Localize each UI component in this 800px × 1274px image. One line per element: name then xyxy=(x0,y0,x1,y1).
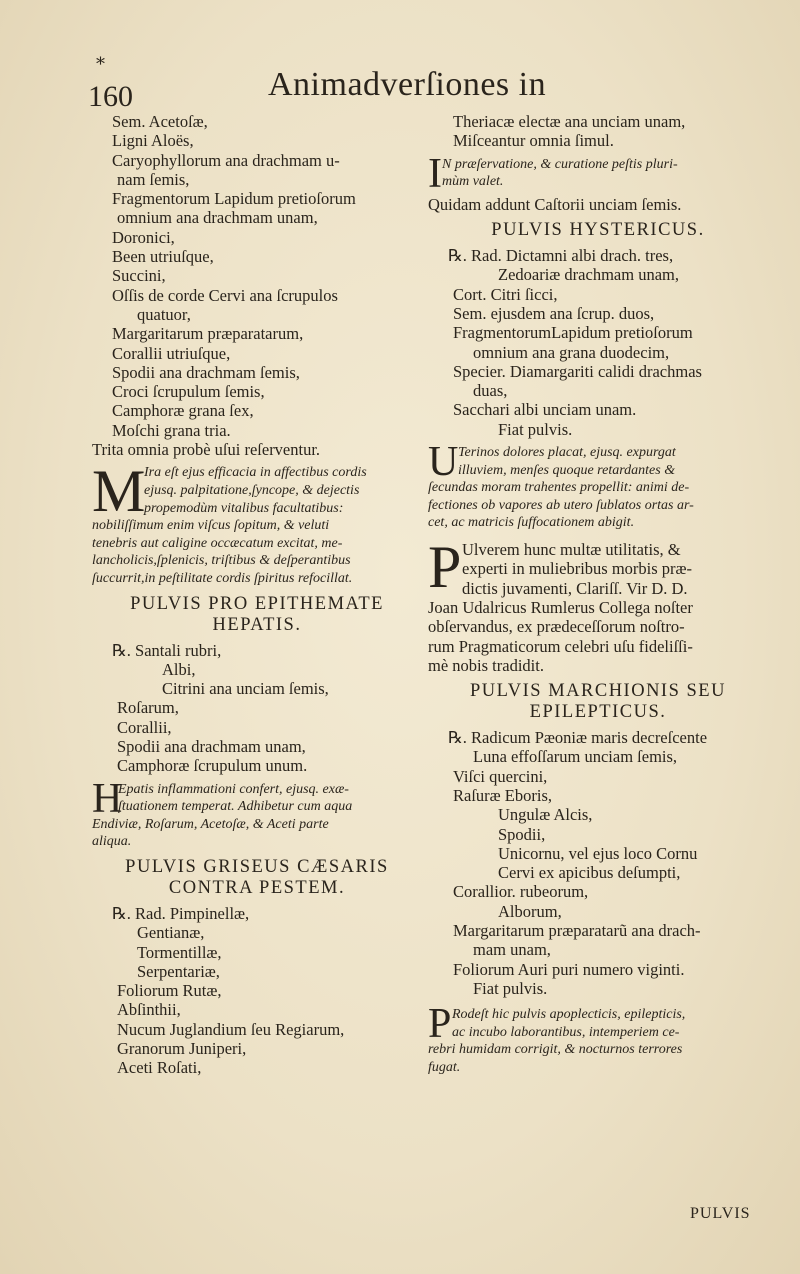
recipe-line: Abſinthii, xyxy=(117,1000,181,1020)
recipe-line: Raſuræ Eboris, xyxy=(453,785,552,805)
commentary-line: cet, ac matricis ſuffocationem abigit. xyxy=(428,515,635,531)
left-column xyxy=(92,112,422,1078)
heading-line: PULVIS GRISEUS CÆSARIS xyxy=(125,856,389,877)
recipe-line: Corallii utriuſque, xyxy=(112,343,231,363)
recipe-line: Unicornu, vel ejus loco Cornu xyxy=(498,843,698,863)
commentary-line: propemodùm vitalibus facultatibus: xyxy=(144,500,344,516)
recipe-list xyxy=(428,112,768,151)
recipe-line: Roſarum, xyxy=(117,698,179,718)
recipe-line: Been utriuſque, xyxy=(112,247,214,267)
commentary-line: rebri humidam corrigit, & nocturnos terrores xyxy=(428,1042,683,1058)
commentary-line: illuviem, menſes quoque retardantes & xyxy=(458,462,676,478)
recipe-line: Cervi ex apicibus deſumpti, xyxy=(498,863,681,883)
recipe-line: Margaritarum præparatarum, xyxy=(112,324,304,344)
recipe-line: Viſci quercini, xyxy=(453,766,548,786)
recipe-line: quatuor, xyxy=(137,304,191,324)
recipe-line: Citrini ana unciam ſemis, xyxy=(162,679,329,699)
running-title: Animadverſiones in xyxy=(268,66,547,103)
text-line: mè nobis tradidit. xyxy=(428,655,544,675)
commentary-paragraph xyxy=(92,458,422,587)
recipe-line: Fiat pulvis. xyxy=(473,978,548,998)
section-heading xyxy=(428,681,768,723)
recipe-list xyxy=(92,112,422,459)
commentary-line: nobiliſſimum enim viſcus ſopitum, & veluti xyxy=(92,518,330,534)
recipe-line: Sem. ejusdem ana ſcrup. duos, xyxy=(453,303,655,323)
commentary-line: Terinos dolores placat, ejusq. expurgat xyxy=(458,445,676,461)
recipe-line: Croci ſcrupulum ſemis, xyxy=(112,382,265,402)
section-heading xyxy=(92,594,422,636)
recipe-line: Serpentariæ, xyxy=(137,961,220,981)
recipe-line: Quidam addunt Caſtorii unciam ſemis. xyxy=(428,194,682,214)
text-line: rum Pragmaticorum celebri uſu fideliſſi- xyxy=(428,636,693,656)
recipe-list xyxy=(92,904,422,1078)
recipe-line: Ligni Aloës, xyxy=(112,131,194,151)
recipe-line: Zedoariæ drachmam unam, xyxy=(498,265,679,285)
recipe-line: Albi, xyxy=(162,659,196,679)
recipe-line: duas, xyxy=(473,381,508,401)
commentary-paragraph xyxy=(428,1001,768,1076)
recipe-line: ℞. Radicum Pæoniæ maris decreſcente xyxy=(448,728,708,748)
recipe-line: Spodii ana drachmam ſemis, xyxy=(112,362,300,382)
heading-line: EPILEPTICUS. xyxy=(529,702,667,723)
recipe-line: Miſceantur omnia ſimul. xyxy=(453,131,614,151)
page-header xyxy=(88,54,708,113)
recipe-line: Fragmentorum Lapidum pretioſorum xyxy=(112,189,356,209)
recipe-list xyxy=(92,641,422,776)
recipe-line: Spodii ana drachmam unam, xyxy=(117,736,306,756)
recipe-line: Luna effoſſarum unciam ſemis, xyxy=(473,747,678,767)
recipe-line: Nucum Juglandium ſeu Regiarum, xyxy=(117,1019,345,1039)
text-line: Joan Udalricus Rumlerus Collega noſter xyxy=(428,597,693,617)
commentary-paragraph xyxy=(428,150,768,197)
recipe-line: Sacchari albi unciam unam. xyxy=(453,400,637,420)
recipe-line: mam unam, xyxy=(473,940,551,960)
recipe-line: Gentianæ, xyxy=(137,923,205,943)
recipe-line: Oſſis de corde Cervi ana ſcrupulos xyxy=(112,285,338,305)
heading-line: CONTRA PESTEM. xyxy=(168,877,346,898)
recipe-line: ℞. Rad. Dictamni albi drach. tres, xyxy=(448,246,674,266)
drop-cap: P xyxy=(428,1001,452,1048)
commentary-line: Ira eſt ejus efficacia in affectibus cordis xyxy=(144,465,367,481)
recipe-line: Trita omnia probè uſui reſerventur. xyxy=(92,440,321,460)
commentary-line: ſuccurrit,in peſtilitate cordis ſpiritus refocillat. xyxy=(92,570,353,586)
recipe-line: Alborum, xyxy=(498,901,562,921)
recipe-line: Corallior. rubeorum, xyxy=(453,882,589,902)
commentary-line: lancholicis,ſplenicis, triſtibus & deſperantibus xyxy=(92,553,351,569)
commentary-line: aliqua. xyxy=(92,834,132,850)
recipe-line: Aceti Roſati, xyxy=(117,1058,202,1078)
asterisk-mark: * xyxy=(96,54,105,75)
recipe-line: omnium ana grana duodecim, xyxy=(473,342,670,362)
recipe-list xyxy=(428,246,768,439)
recipe-line: Spodii, xyxy=(498,824,546,844)
recipe-line: Corallii, xyxy=(117,717,172,737)
section-heading: PULVIS HYSTERICUS. xyxy=(491,220,705,241)
text-line: dictis juvamenti, Clariſſ. Vir D. D. xyxy=(462,578,688,598)
recipe-line: Camphoræ grana ſex, xyxy=(112,401,254,421)
commentary-line: fugat. xyxy=(428,1060,461,1076)
commentary-line: tenebris aut caligine occæcatum excitat, me- xyxy=(92,535,343,551)
heading-line: HEPATIS. xyxy=(212,614,302,635)
recipe-line: ℞. Rad. Pimpinellæ, xyxy=(112,903,250,923)
recipe-line: FragmentorumLapidum pretioſorum xyxy=(453,323,693,343)
commentary-paragraph xyxy=(92,775,422,851)
commentary-line: Rodeſt hic pulvis apoplecticis, epilepticis, xyxy=(452,1007,686,1023)
commentary-line: Epatis inflammationi confert, ejusq. exæ- xyxy=(118,781,349,797)
commentary-line: ſecundas moram trahentes propellit: animi de- xyxy=(428,480,690,496)
recipe-line: ℞. Santali rubri, xyxy=(112,640,222,660)
recipe-line: Ungulæ Alcis, xyxy=(498,805,593,825)
commentary-line: ſtuationem temperat. Adhibetur cum aqua xyxy=(118,799,353,815)
commentary-line: N præſervatione, & curatione peſtis pluri- xyxy=(442,156,678,172)
commentary-line: ejusq. palpitatione,ſyncope, & dejectis xyxy=(144,482,360,498)
drop-cap: H xyxy=(92,775,123,822)
recipe-line: Moſchi grana tria. xyxy=(112,420,231,440)
page-number: 160 xyxy=(88,80,133,113)
recipe-line: omnium ana drachmam unam, xyxy=(117,208,318,228)
drop-cap: M xyxy=(92,458,146,525)
recipe-line: Foliorum Auri puri numero viginti. xyxy=(453,959,685,979)
recipe-line: Sem. Acetoſæ, xyxy=(112,112,208,131)
commentary-line: mùm valet. xyxy=(442,174,504,190)
drop-cap: U xyxy=(428,439,459,486)
recipe-line: Specier. Diamargariti calidi drachmas xyxy=(453,361,702,381)
catchword: PULVIS xyxy=(690,1205,751,1222)
recipe-line: Cort. Citri ſicci, xyxy=(453,284,558,304)
right-column xyxy=(428,112,768,1081)
commentary-line: fectiones ob vapores ab utero ſublatos ortas ar- xyxy=(428,497,694,513)
text-line: obſervandus, ex prædeceſſorum noſtro- xyxy=(428,617,685,637)
drop-cap: P xyxy=(428,534,462,601)
recipe-line: Caryophyllorum ana drachmam u- xyxy=(112,150,340,170)
text-line: Ulverem hunc multæ utilitatis, & xyxy=(462,540,681,560)
text-paragraph xyxy=(428,534,768,675)
text-line: experti in muliebribus morbis præ- xyxy=(462,559,693,579)
section-heading xyxy=(92,857,422,899)
drop-cap: I xyxy=(428,150,442,197)
recipe-line: Succini, xyxy=(112,266,166,286)
recipe-line: Foliorum Rutæ, xyxy=(117,981,222,1001)
recipe-line: Tormentillæ, xyxy=(137,942,222,962)
recipe-line: Granorum Juniperi, xyxy=(117,1039,247,1059)
recipe-line: nam ſemis, xyxy=(117,169,190,189)
commentary-paragraph xyxy=(428,439,768,532)
heading-line: PULVIS MARCHIONIS SEU xyxy=(470,681,726,702)
recipe-line: Doronici, xyxy=(112,227,175,247)
recipe-line: Camphoræ ſcrupulum unum. xyxy=(117,756,308,776)
recipe-line: Margaritarum præparatarũ ana drach- xyxy=(453,921,701,941)
heading-line: PULVIS PRO EPITHEMATE xyxy=(130,593,384,614)
recipe-line: Theriacæ electæ ana unciam unam, xyxy=(453,112,686,131)
commentary-line: Endiviæ, Roſarum, Acetoſæ, & Aceti parte xyxy=(92,816,329,832)
recipe-line: Fiat pulvis. xyxy=(498,419,573,439)
recipe-list xyxy=(428,728,768,998)
commentary-line: ac incubo laborantibus, intemperiem ce- xyxy=(452,1024,680,1040)
